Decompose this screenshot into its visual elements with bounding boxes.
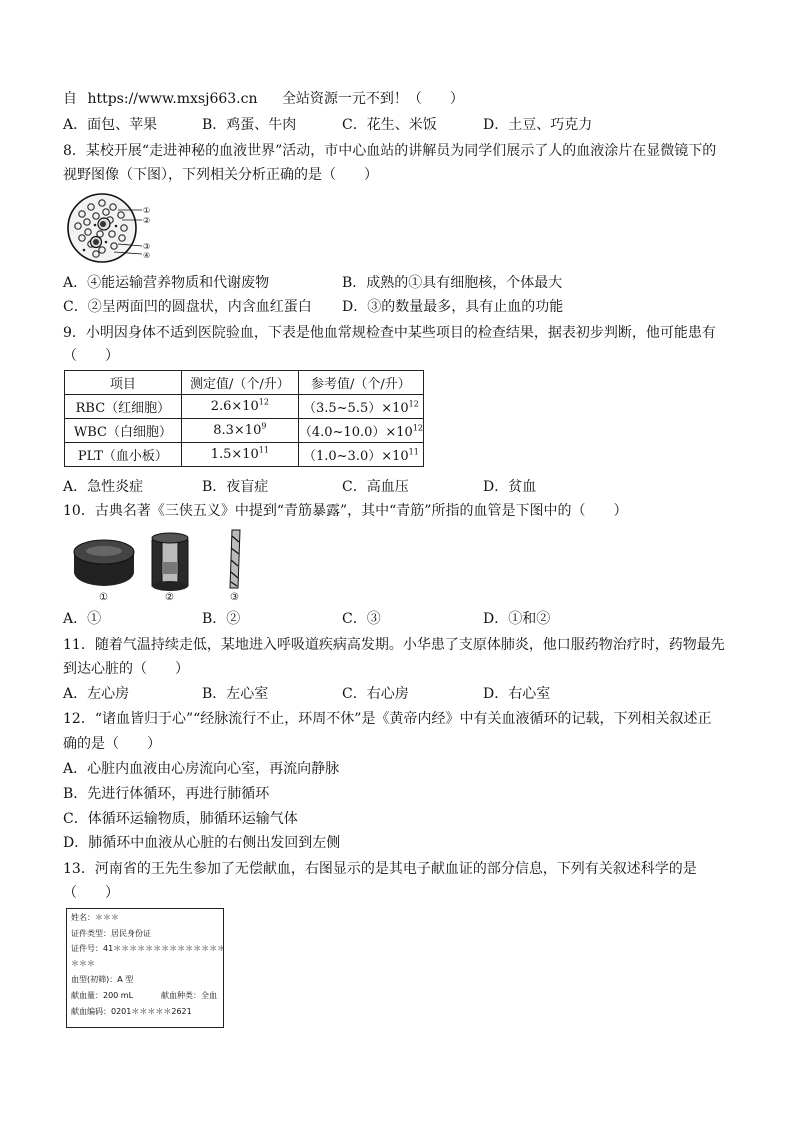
q8-options-row2 — [63, 298, 743, 316]
table-cell-measured: $1.5\times 10^{11}$ — [181, 443, 298, 467]
table-cell-reference: $(4.0\sim 10.0)\times 10^{12}$ — [298, 419, 423, 443]
q13-stem-line2: （ ） — [63, 885, 119, 901]
smear-label-3: ③ — [143, 242, 151, 251]
table-cell-item: WBC（白细胞） — [65, 419, 182, 443]
cert-id-number: 证件号：41＊＊＊＊＊＊＊＊＊＊＊＊＊＊ — [71, 944, 226, 953]
table-row — [65, 395, 424, 419]
vessel-1-artery — [74, 540, 134, 586]
header-slogan: 全站资源一元不到！（ ） — [281, 91, 464, 107]
q11-stem-line2: 到达心脏的（ ） — [63, 661, 189, 677]
cert-code: 献血编码：0201＊＊＊＊＊2621 — [71, 1007, 192, 1016]
q9-options — [63, 478, 743, 496]
q10-options — [63, 610, 743, 628]
smear-label-4: ④ — [143, 251, 151, 260]
q9-stem-line2: （ ） — [63, 348, 119, 364]
table-header-item: 项目 — [65, 371, 182, 395]
q12-option-d[interactable]: D．肺循环中血液从心脏的右侧出发回到左侧 — [63, 835, 341, 851]
q11-option-d[interactable]: D．右心室 — [483, 686, 551, 702]
table-cell-item: RBC（红细胞） — [65, 395, 182, 419]
q8-option-a[interactable]: A．④能运输营养物质和代谢废物 — [63, 275, 270, 291]
q8-stem-line1: 8．某校开展“走进神秘的血液世界”活动，市中心血站的讲解员为同学们展示了人的血液涂片在显微镜下的 — [63, 143, 717, 159]
smear-label-1: ① — [143, 206, 151, 215]
q12-option-c[interactable]: C．体循环运输物质，肺循环运输气体 — [63, 811, 298, 827]
table-cell-item: PLT（血小板） — [65, 443, 182, 467]
q9-option-a[interactable]: A．急性炎症 — [63, 479, 144, 495]
donation-certificate — [66, 908, 224, 1028]
q9-option-d[interactable]: D．贫血 — [483, 479, 537, 495]
q7-option-c[interactable]: C．花生、米饭 — [342, 117, 437, 133]
q12-option-a[interactable]: A．心脏内血液由心房流向心室，再流向静脉 — [63, 761, 340, 777]
header-prefix: 自 — [63, 91, 77, 107]
vessel-label-3: ③ — [230, 592, 239, 603]
cert-blood-type: 血型(初筛)：A 型 — [71, 975, 134, 984]
cert-name: 姓名：＊＊＊ — [71, 913, 119, 922]
blood-test-table — [64, 370, 424, 467]
table-header-reference: 参考值/（个/升） — [298, 371, 423, 395]
q10-option-d[interactable]: D．①和② — [483, 611, 551, 627]
q10-option-b[interactable]: B．② — [202, 611, 241, 627]
q11-option-a[interactable]: A．左心房 — [63, 686, 130, 702]
blood-smear-figure — [66, 192, 158, 264]
vessel-label-1: ① — [99, 592, 108, 603]
table-cell-measured: $2.6\times 10^{12}$ — [181, 395, 298, 419]
table-cell-reference: $(1.0\sim 3.0)\times 10^{11}$ — [298, 443, 423, 467]
q10-option-c[interactable]: C．③ — [342, 611, 381, 627]
q13-stem-line1: 13．河南省的王先生参加了无偿献血，右图显示的是其电子献血证的部分信息，下列有关叙述科学的是 — [63, 861, 697, 877]
q9-option-c[interactable]: C．高血压 — [342, 479, 409, 495]
q10-option-a[interactable]: A．① — [63, 611, 102, 627]
q7-options — [63, 116, 743, 134]
q8-stem-line2: 视野图像（下图），下列相关分析正确的是（ ） — [63, 167, 378, 183]
vessel-3-capillary — [230, 530, 240, 588]
q11-option-b[interactable]: B．左心室 — [202, 686, 269, 702]
blood-vessels-figure — [68, 528, 258, 604]
q10-stem-line1: 10．古典名著《三侠五义》中提到“青筋暴露”，其中“青筋”所指的血管是下图中的（ ） — [63, 503, 628, 519]
table-header-measured: 测定值/（个/升） — [181, 371, 298, 395]
q8-option-d[interactable]: D．③的数量最多，具有止血的功能 — [342, 299, 564, 315]
q9-stem-line1: 9．小明因身体不适到医院验血，下表是他血常规检查中某些项目的检查结果，据表初步判断，他可能患有 — [63, 325, 716, 341]
table-cell-reference: $(3.5\sim 5.5)\times 10^{12}$ — [298, 395, 423, 419]
q11-stem-line1: 11．随着气温持续走低，某地进入呼吸道疾病高发期。小华患了支原体肺炎，他口服药物治疗时，药物最先 — [63, 637, 725, 653]
q7-option-b[interactable]: B．鸡蛋、牛肉 — [202, 117, 297, 133]
cert-kind: 献血种类：全血 — [161, 991, 217, 1000]
cert-volume: 献血量：200 mL — [71, 991, 134, 1000]
cert-id-number-cont: ＊＊＊ — [71, 959, 95, 968]
cert-id-type: 证件类型：居民身份证 — [71, 929, 151, 938]
q9-option-b[interactable]: B．夜盲症 — [202, 479, 269, 495]
table-cell-measured: $8.3\times 10^9$ — [181, 419, 298, 443]
q12-stem-line1: 12．“诸血皆归于心”“经脉流行不止，环周不休”是《黄帝内经》中有关血液循环的记载，下列相关叙述正 — [63, 711, 712, 727]
table-row — [65, 443, 424, 467]
q8-options-row1 — [63, 274, 743, 292]
q7-option-a[interactable]: A．面包、苹果 — [63, 117, 158, 133]
vessel-label-2: ② — [165, 592, 174, 603]
q7-option-d[interactable]: D．土豆、巧克力 — [483, 117, 593, 133]
header-url[interactable]: https://www.mxsj663.cn — [87, 91, 258, 107]
q8-option-b[interactable]: B．成熟的①具有细胞核，个体最大 — [342, 275, 563, 291]
vessel-2-vein — [152, 533, 188, 591]
table-header-row — [65, 371, 424, 395]
q12-option-b[interactable]: B．先进行体循环，再进行肺循环 — [63, 786, 270, 802]
q8-option-c[interactable]: C．②呈两面凹的圆盘状，内含血红蛋白 — [63, 299, 312, 315]
header-line — [63, 90, 464, 108]
q11-options — [63, 685, 743, 703]
q11-option-c[interactable]: C．右心房 — [342, 686, 409, 702]
table-row — [65, 419, 424, 443]
smear-label-2: ② — [143, 216, 151, 225]
q12-stem-line2: 确的是（ ） — [63, 736, 161, 752]
